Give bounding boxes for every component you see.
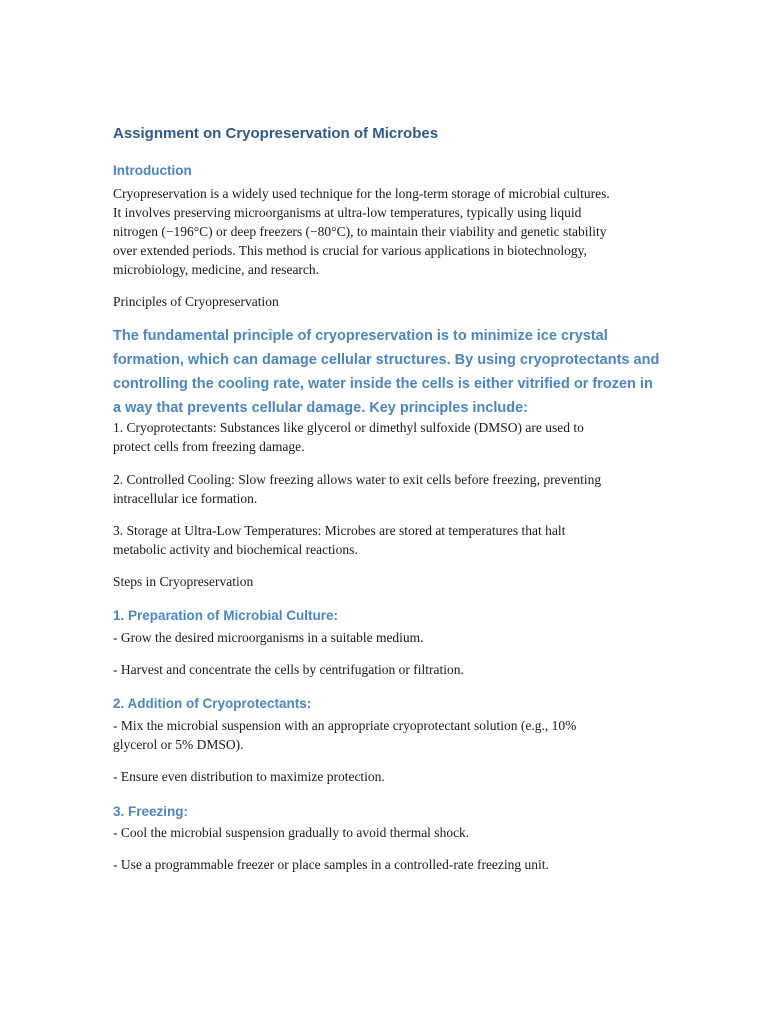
introduction-heading: Introduction — [113, 163, 192, 178]
principle-3-line: metabolic activity and biochemical reactions. — [113, 542, 358, 557]
steps-label: Steps in Cryopreservation — [113, 574, 254, 589]
step-3-item: - Cool the microbial suspension gradually to avoid thermal shock. — [113, 825, 470, 840]
intro-paragraph-line: Cryopreservation is a widely used technique for the long-term storage of microbial cultures. — [113, 186, 610, 201]
step-2-item-line: glycerol or 5% DMSO). — [113, 737, 244, 752]
step-1-item: - Grow the desired microorganisms in a suitable medium. — [113, 630, 424, 645]
principle-lead-line: a way that prevents cellular damage. Key principles include: — [113, 400, 529, 416]
document-title: Assignment on Cryopreservation of Microbes — [113, 125, 439, 142]
intro-paragraph-line: over extended periods. This method is crucial for various applications in biotechnology, — [113, 243, 587, 258]
step-1-item: - Harvest and concentrate the cells by centrifugation or filtration. — [113, 662, 464, 677]
step-2-heading: 2. Addition of Cryoprotectants: — [113, 696, 312, 711]
step-2-item-line: - Mix the microbial suspension with an appropriate cryoprotectant solution (e.g., 10% — [113, 718, 577, 733]
principle-lead-line: formation, which can damage cellular structures. By using cryoprotectants and — [113, 352, 660, 368]
principle-1-line: protect cells from freezing damage. — [113, 439, 305, 454]
step-2-item: - Ensure even distribution to maximize protection. — [113, 769, 385, 784]
principles-label: Principles of Cryopreservation — [113, 294, 279, 309]
step-3-item: - Use a programmable freezer or place samples in a controlled-rate freezing unit. — [113, 857, 549, 872]
principle-2-line: 2. Controlled Cooling: Slow freezing allows water to exit cells before freezing, preventing — [113, 472, 602, 487]
principle-lead-line: controlling the cooling rate, water inside the cells is either vitrified or frozen in — [113, 376, 653, 392]
principle-1-line: 1. Cryoprotectants: Substances like glycerol or dimethyl sulfoxide (DMSO) are used to — [113, 420, 584, 435]
step-3-heading: 3. Freezing: — [113, 804, 189, 819]
step-1-heading: 1. Preparation of Microbial Culture: — [113, 608, 339, 623]
intro-paragraph-line: nitrogen (−196°C) or deep freezers (−80°C), to maintain their viability and genetic stability — [113, 224, 607, 239]
principle-lead-line: The fundamental principle of cryopreservation is to minimize ice crystal — [113, 328, 608, 344]
intro-paragraph-line: microbiology, medicine, and research. — [113, 262, 320, 277]
intro-paragraph-line: It involves preserving microorganisms at ultra-low temperatures, typically using liquid — [113, 205, 582, 220]
principle-3-line: 3. Storage at Ultra-Low Temperatures: Microbes are stored at temperatures that halt — [113, 523, 566, 538]
principle-2-line: intracellular ice formation. — [113, 491, 258, 506]
